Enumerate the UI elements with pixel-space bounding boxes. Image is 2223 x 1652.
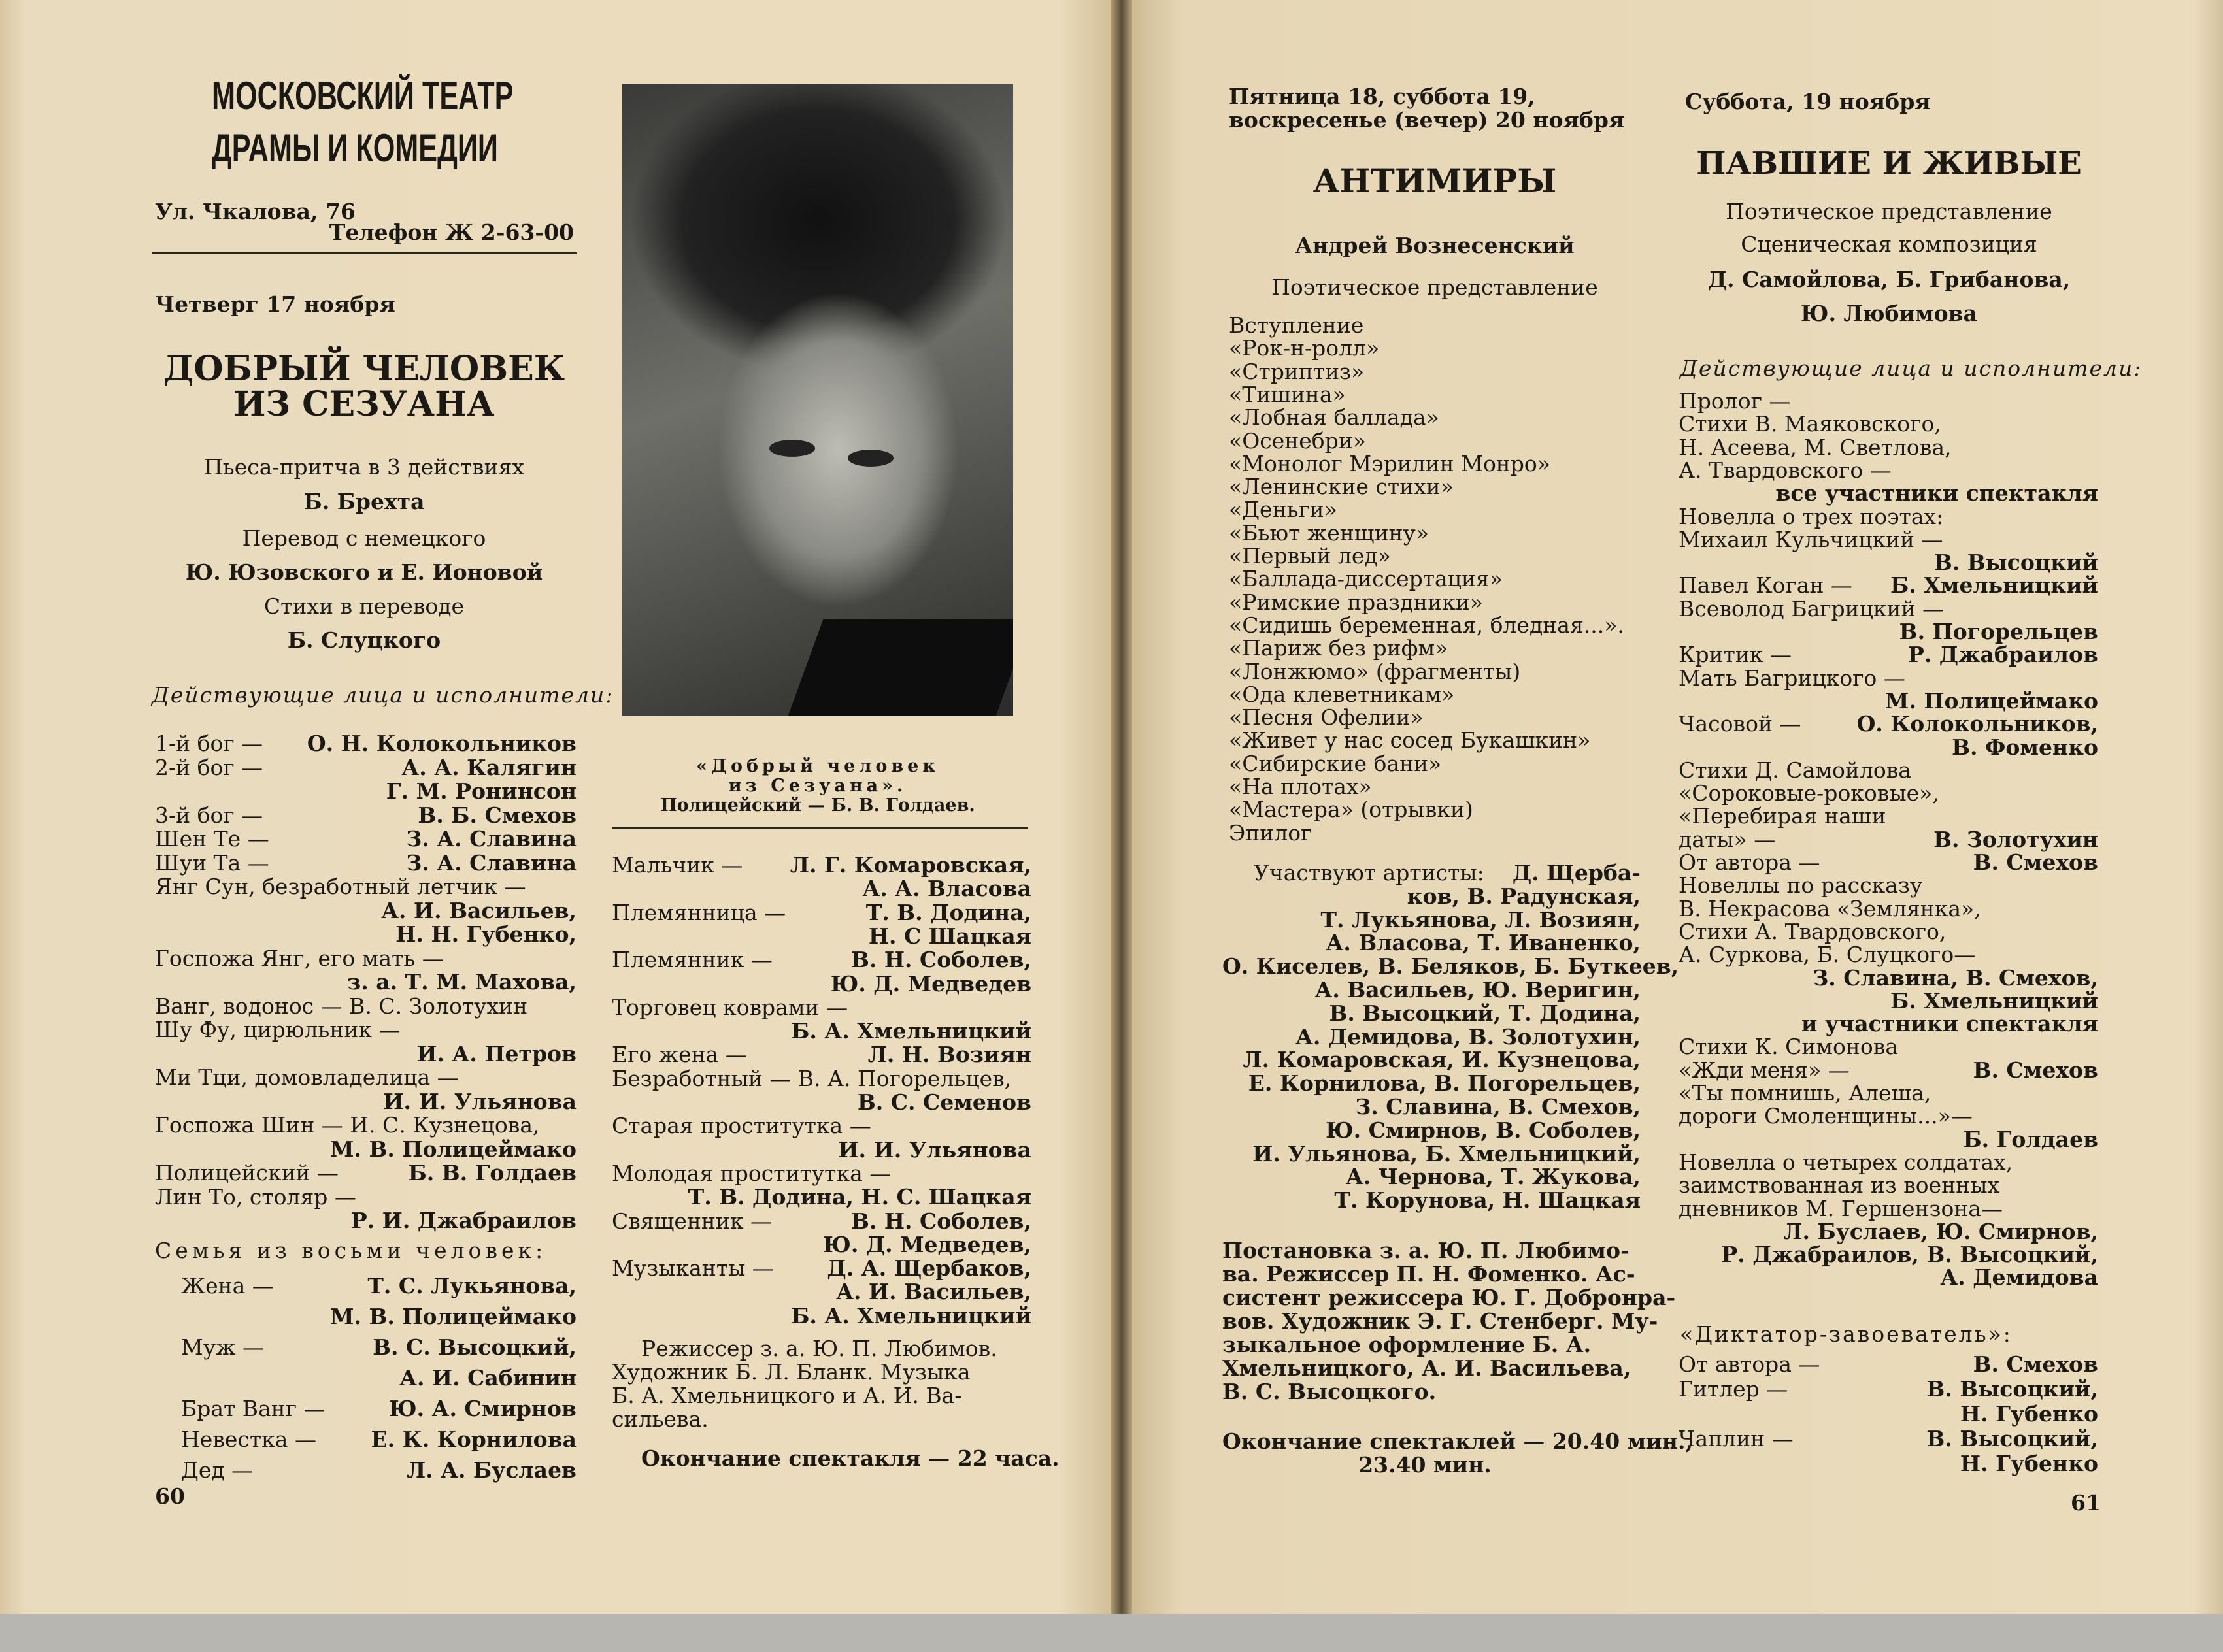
artists-intro: Участвуют артисты: xyxy=(1254,860,1484,885)
pavshie-title: ПАВШИЕ И ЖИВЫЕ xyxy=(1696,145,2082,182)
cast-role: Муж — xyxy=(181,1334,265,1360)
cast-actor: И. И. Ульянова xyxy=(838,1136,1031,1163)
play-title-line-2: ИЗ СЕЗУАНА xyxy=(233,384,495,424)
photo-eye-left xyxy=(769,440,815,457)
cast-actor: Р. Джабраилов, В. Высоцкий, xyxy=(1721,1242,2098,1268)
credits-line-2: Художник Б. Л. Бланк. Музыка xyxy=(612,1359,971,1385)
artists-line: И. Ульянова, Б. Хмельницкий, xyxy=(1252,1140,1641,1166)
play-title-line-1: ДОБРЫЙ ЧЕЛОВЕК xyxy=(163,349,565,389)
cast-actor: В. Высоцкий, xyxy=(1926,1376,2098,1402)
cast-actor: Р. Джабраилов xyxy=(1908,642,2098,668)
cast-actor: и участники спектакля xyxy=(1801,1011,2098,1037)
cast-actor: Н. С Шацкая xyxy=(868,923,1031,949)
pavshie-date: Суббота, 19 ноября xyxy=(1685,89,1931,114)
cast-actor: З. А. Славина xyxy=(406,826,577,851)
cast-role: дневников М. Гершензона— xyxy=(1679,1195,2003,1221)
cast-actor: А. И. Васильев, xyxy=(836,1279,1031,1305)
verse-translator: Б. Слуцкого xyxy=(287,627,441,653)
cast-role: Янг Сун, безработный летчик — xyxy=(155,874,526,899)
cast-role: Шен Те — xyxy=(155,826,269,851)
pavshie-authors-2: Ю. Любимова xyxy=(1801,301,1977,326)
cast-role: Павел Коган — xyxy=(1679,572,1852,599)
antimiry-title: АНТИМИРЫ xyxy=(1312,161,1557,200)
staging-line: ва. Режиссер П. Н. Фоменко. Ас- xyxy=(1222,1261,1635,1287)
cast-actor: А. И. Васильев, xyxy=(381,897,577,923)
numbers-line: «Первый лед» xyxy=(1229,543,1391,569)
cast-actor: В. Н. Соболев, xyxy=(850,947,1031,973)
cast-role: Старая проститутка — xyxy=(612,1113,871,1139)
cast-actor: А. И. Сабинин xyxy=(399,1365,577,1391)
cast-role: «Жди меня» — xyxy=(1679,1057,1850,1083)
artists-line: Л. Комаровская, И. Кузнецова, xyxy=(1243,1047,1641,1073)
cast-heading: Действующие лица и исполнители: xyxy=(152,682,614,708)
cast-actor: Н. Губенко xyxy=(1960,1451,2098,1476)
staging-line: Хмельницкого, А. И. Васильева, xyxy=(1222,1355,1631,1381)
cast-actor: Б. А. Хмельницкий xyxy=(791,1302,1031,1329)
actor-photo xyxy=(622,84,1013,716)
artists-line: А. Васильев, Ю. Веригин, xyxy=(1314,977,1641,1002)
antimiry-genre: Поэтическое представление xyxy=(1271,274,1598,300)
artists-line: Т. Лукьянова, Л. Возиян, xyxy=(1320,906,1641,933)
photo-caption-1: «Добрый человек xyxy=(696,756,939,776)
cast-role: Шу Фу, цирюльник — xyxy=(155,1017,401,1042)
photo-caption-2: из Сезуана». xyxy=(728,776,907,796)
staging-line: В. С. Высоцкого. xyxy=(1222,1379,1437,1404)
cast-actor: Ю. Д. Медведев, xyxy=(823,1231,1031,1257)
cast-actor: М. В. Полицеймако xyxy=(329,1304,577,1329)
numbers-line: «На плотах» xyxy=(1229,774,1372,799)
cast-role: Мать Багрицкого — xyxy=(1679,665,1905,691)
cast-role: Молодая проститутка — xyxy=(612,1160,892,1186)
cast-actor: И. А. Петров xyxy=(416,1040,577,1066)
cast-actor: Н. Губенко xyxy=(1960,1401,2098,1427)
play-author: Б. Брехта xyxy=(303,489,425,514)
cast-actor: В. Смехов xyxy=(1973,850,2098,875)
cast-actor: В. Фоменко xyxy=(1952,734,2098,760)
cast-actor: Л. Г. Комаровская, xyxy=(790,852,1031,878)
cast-actor: В. С. Высоцкий, xyxy=(373,1334,577,1360)
artists-line: В. Высоцкий, Т. Додина, xyxy=(1329,1000,1641,1026)
end-time-left: Окончание спектакля — 22 часа. xyxy=(641,1446,1060,1471)
numbers-line: «Монолог Мэрилин Монро» xyxy=(1229,450,1550,476)
cast-actor: М. Полицеймако xyxy=(1884,687,2098,714)
cast-actor: Т. С. Лукьянова, xyxy=(367,1273,577,1298)
pavshie-cast-heading: Действующие лица и исполнители: xyxy=(1680,355,2143,381)
artists-line: З. Славина, В. Смехов, xyxy=(1355,1094,1641,1119)
cast-role: Музыканты — xyxy=(612,1255,774,1281)
numbers-line: Эпилог xyxy=(1229,819,1312,846)
numbers-line: Вступление xyxy=(1229,312,1364,338)
artists-line: Т. Корунова, Н. Шацкая xyxy=(1334,1187,1641,1214)
cast-actor: Б. Хмельницкий xyxy=(1890,572,2098,599)
antimiry-date-2: воскресенье (вечер) 20 ноября xyxy=(1229,107,1625,133)
cast-role: Часовой — xyxy=(1679,711,1801,737)
cast-role: Чаплин — xyxy=(1679,1426,1794,1451)
artists-line: А. Власова, Т. Иваненко, xyxy=(1326,930,1641,956)
cast-role: Племянница — xyxy=(612,899,786,925)
cast-actor: О. Н. Колокольников xyxy=(307,731,577,756)
cast-role: 1-й бог — xyxy=(155,731,263,756)
numbers-line: «Баллада-диссертация» xyxy=(1229,566,1503,592)
numbers-line: «Стриптиз» xyxy=(1229,358,1365,384)
artists-line: Д. Щерба- xyxy=(1512,860,1641,885)
cast-role: А. Суркова, Б. Слуцкого— xyxy=(1679,942,1976,968)
credits-line-4: сильева. xyxy=(612,1406,709,1432)
cast-actor: Е. К. Корнилова xyxy=(371,1427,577,1452)
cast-actor: Б. Хмельницкий xyxy=(1890,987,2098,1014)
cast-role: дороги Смоленщины...»— xyxy=(1679,1103,1973,1129)
cast-role: Шуи Та — xyxy=(155,850,269,876)
numbers-line: «Живет у нас сосед Букашкин» xyxy=(1229,727,1591,753)
cast-actor: Б. Голдаев xyxy=(1963,1126,2098,1152)
staging-line: зыкальное оформление Б. А. xyxy=(1222,1332,1592,1357)
cast-actor: Р. И. Джабраилов xyxy=(350,1208,577,1233)
verse-translation-note: Стихи в переводе xyxy=(263,593,465,619)
cast-actor: В. Высоцкий xyxy=(1933,550,2098,576)
play-translators: Ю. Юзовского и Е. Ионовой xyxy=(185,559,543,585)
cast-actor: М. В. Полицеймако xyxy=(329,1136,577,1162)
cast-actor: А. Демидова xyxy=(1940,1264,2098,1291)
cast-role: Новелла о четырех солдатах, xyxy=(1679,1149,2013,1175)
play-date: Четверг 17 ноября xyxy=(155,291,395,317)
family-heading: Семья из восьми человек: xyxy=(155,1238,547,1263)
cast-role: Его жена — xyxy=(612,1042,747,1068)
end-time-right-1: Окончание спектаклей — 20.40 мин., xyxy=(1222,1429,1693,1454)
pavshie-authors-1: Д. Самойлова, Б. Грибанова, xyxy=(1707,267,2071,292)
staging-line: Постановка з. а. Ю. П. Любимо- xyxy=(1222,1238,1630,1263)
cast-role: Стихи Д. Самойлова xyxy=(1679,757,1911,783)
theatre-phone: Телефон Ж 2-63-00 xyxy=(329,220,574,245)
cast-role: даты» — xyxy=(1679,826,1776,852)
book-gutter xyxy=(1111,0,1132,1652)
numbers-line: «Лонжюмо» (фрагменты) xyxy=(1229,658,1521,684)
cast-actor: Б. А. Хмельницкий xyxy=(791,1018,1031,1044)
cast-role: Гитлер — xyxy=(1679,1376,1788,1402)
cast-actor: В. Золотухин xyxy=(1933,826,2098,852)
translation-note: Перевод с немецкого xyxy=(242,525,486,551)
staging-line: вов. Художник Э. Г. Стенберг. Му- xyxy=(1222,1308,1658,1334)
cast-actor: Л. А. Буслаев xyxy=(406,1457,577,1483)
cast-role: Критик — xyxy=(1679,642,1792,668)
numbers-line: «Деньги» xyxy=(1229,497,1337,523)
numbers-line: «Лобная баллада» xyxy=(1229,405,1439,431)
cast-actor: В. Н. Соболев, xyxy=(850,1208,1031,1234)
cast-role: Ми Тци, домовладелица — xyxy=(155,1065,459,1090)
cast-actor: И. И. Ульянова xyxy=(383,1088,577,1114)
cast-role: Священник — xyxy=(612,1208,772,1234)
cast-actor: Б. В. Голдаев xyxy=(408,1160,577,1185)
cast-role: Новелла о трех поэтах: xyxy=(1679,503,1944,529)
cast-role: заимствованная из военных xyxy=(1679,1172,2000,1198)
cast-actor: Д. А. Щербаков, xyxy=(827,1255,1031,1281)
cast-role: От автора — xyxy=(1679,850,1820,875)
numbers-line: «Париж без рифм» xyxy=(1229,635,1448,661)
cast-role: В. Некрасова «Землянка», xyxy=(1679,895,1981,921)
numbers-line: «Мастера» (отрывки) xyxy=(1229,797,1473,823)
numbers-line: «Ленинские стихи» xyxy=(1229,474,1454,500)
credits-line-3: Б. А. Хмельницкого и А. И. Ва- xyxy=(612,1383,962,1408)
cast-role: Дед — xyxy=(181,1457,254,1483)
numbers-line: «Осенебри» xyxy=(1229,427,1366,454)
cast-actor: В. С. Семенов xyxy=(857,1089,1031,1115)
pavshie-genre: Поэтическое представление xyxy=(1726,199,2052,224)
cast-role: Всеволод Багрицкий — xyxy=(1679,595,1945,621)
numbers-line: «Бьют женщину» xyxy=(1229,520,1429,546)
photo-caption-3: Полицейский — Б. В. Голдаев. xyxy=(660,795,975,816)
cast-role: Торговец коврами — xyxy=(612,994,848,1020)
cast-actor: з. а. Т. М. Махова, xyxy=(347,969,577,995)
page-number-left: 60 xyxy=(155,1483,185,1509)
dictator-heading: «Диктатор-завоеватель»: xyxy=(1680,1321,2013,1347)
cast-role: Мальчик — xyxy=(612,852,743,878)
numbers-line: «Сибирские бани» xyxy=(1229,750,1442,776)
play-genre: Пьеса-притча в 3 действиях xyxy=(203,454,525,480)
page-number-right: 61 xyxy=(2071,1490,2101,1515)
theatre-address: Ул. Чкалова, 76 xyxy=(155,199,356,224)
theatre-name-line-1: МОСКОВСКИЙ ТЕАТР xyxy=(212,74,514,118)
cast-role: Михаил Кульчицкий — xyxy=(1679,526,1943,552)
artists-line: О. Киселев, В. Беляков, Б. Буткеев, xyxy=(1222,953,1679,980)
end-time-right-2: 23.40 мин. xyxy=(1358,1452,1492,1478)
cast-role: Госпожа Янг, его мать — xyxy=(155,945,444,971)
cast-actor: В. Погорельцев xyxy=(1899,619,2098,644)
cast-role: 2-й бог — xyxy=(155,754,263,780)
cast-role: Безработный — В. А. Погорельцев, xyxy=(612,1065,1012,1091)
cast-role: Новеллы по рассказу xyxy=(1679,872,1923,899)
caption-rule xyxy=(612,827,1028,829)
cast-actor: Т. В. Додина, xyxy=(865,899,1031,925)
antimiry-author: Андрей Вознесенский xyxy=(1295,233,1575,258)
pavshie-composition: Сценическая композиция xyxy=(1741,231,2037,257)
cast-role: Госпожа Шин — И. С. Кузнецова, xyxy=(155,1112,540,1138)
cast-actor: Н. Н. Губенко, xyxy=(395,921,577,947)
cast-actor: В. Высоцкий, xyxy=(1926,1426,2098,1451)
cast-role: «Ты помнишь, Алеша, xyxy=(1679,1080,1931,1106)
cast-actor: все участники спектакля xyxy=(1775,480,2098,506)
header-rule xyxy=(152,252,577,254)
cast-role: А. Твардовского — xyxy=(1679,457,1892,483)
photo-eye-right xyxy=(848,450,894,467)
cast-role: Жена — xyxy=(181,1273,274,1298)
artists-line: ков, В. Радунская, xyxy=(1407,883,1641,909)
cast-actor: Л. Н. Возиян xyxy=(867,1042,1031,1068)
cast-actor: Ю. А. Смирнов xyxy=(389,1396,577,1421)
cast-actor: Т. В. Додина, Н. С. Шацкая xyxy=(688,1184,1031,1210)
cast-role: Лин То, столяр — xyxy=(155,1183,356,1210)
cast-role: Брат Ванг — xyxy=(181,1396,326,1421)
cast-role: Стихи А. Твардовского, xyxy=(1679,918,1947,944)
theatre-name-line-2: ДРАМЫ И КОМЕДИИ xyxy=(212,126,498,170)
cast-role: От автора — xyxy=(1679,1351,1820,1377)
numbers-line: «Рок-н-ролл» xyxy=(1229,335,1380,361)
cast-role: «Перебирая наши xyxy=(1679,803,1886,829)
artists-line: Е. Корнилова, В. Погорельцев, xyxy=(1248,1070,1641,1097)
numbers-line: «Песня Офелии» xyxy=(1229,704,1424,731)
cast-actor: О. Колокольников, xyxy=(1856,711,2098,737)
numbers-line: «Ода клеветникам» xyxy=(1229,681,1455,707)
cast-role: Полицейский — xyxy=(155,1160,339,1185)
cast-actor: З. А. Славина xyxy=(406,850,577,876)
cast-role: Стихи В. Маяковского, xyxy=(1679,411,1941,437)
cast-actor: Г. М. Ронинсон xyxy=(386,778,577,804)
cast-role: Невестка — xyxy=(181,1427,316,1452)
cast-role: Пролог — xyxy=(1679,388,1791,414)
cast-actor: З. Славина, В. Смехов, xyxy=(1813,965,2098,991)
numbers-line: «Римские праздники» xyxy=(1229,589,1484,615)
cast-role: Стихи К. Симонова xyxy=(1679,1034,1899,1060)
artists-line: Ю. Смирнов, В. Соболев, xyxy=(1326,1117,1641,1143)
cast-actor: Л. Буслаев, Ю. Смирнов, xyxy=(1783,1218,2098,1244)
credits-line-1: Режиссер з. а. Ю. П. Любимов. xyxy=(641,1336,997,1361)
cast-actor: В. Смехов xyxy=(1973,1057,2098,1083)
numbers-line: «Сидишь беременная, бледная...». xyxy=(1229,612,1624,638)
cast-role: Ванг, водонос — В. С. Золотухин xyxy=(155,993,528,1019)
cast-actor: В. Б. Смехов xyxy=(418,802,577,828)
photo-jacket xyxy=(788,620,1013,716)
cast-actor: Ю. Д. Медведев xyxy=(830,970,1031,997)
staging-line: систент режиссера Ю. Г. Добронра- xyxy=(1222,1285,1676,1310)
cast-role: 3-й бог — xyxy=(155,802,263,828)
cast-role: Племянник — xyxy=(612,947,773,973)
cast-role: Н. Асеева, М. Светлова, xyxy=(1679,434,1952,460)
artists-line: А. Демидова, В. Золотухин, xyxy=(1295,1023,1641,1049)
cast-role: «Сороковые-роковые», xyxy=(1679,780,1939,806)
cast-actor: А. А. Калягин xyxy=(401,754,577,780)
scanner-bed xyxy=(0,1614,2223,1652)
cast-actor: А. А. Власова xyxy=(862,876,1031,902)
artists-line: А. Чернова, Т. Жукова, xyxy=(1345,1164,1641,1190)
cast-actor: В. Смехов xyxy=(1973,1351,2098,1377)
antimiry-date-1: Пятница 18, суббота 19, xyxy=(1229,84,1535,109)
numbers-line: «Тишина» xyxy=(1229,381,1346,407)
